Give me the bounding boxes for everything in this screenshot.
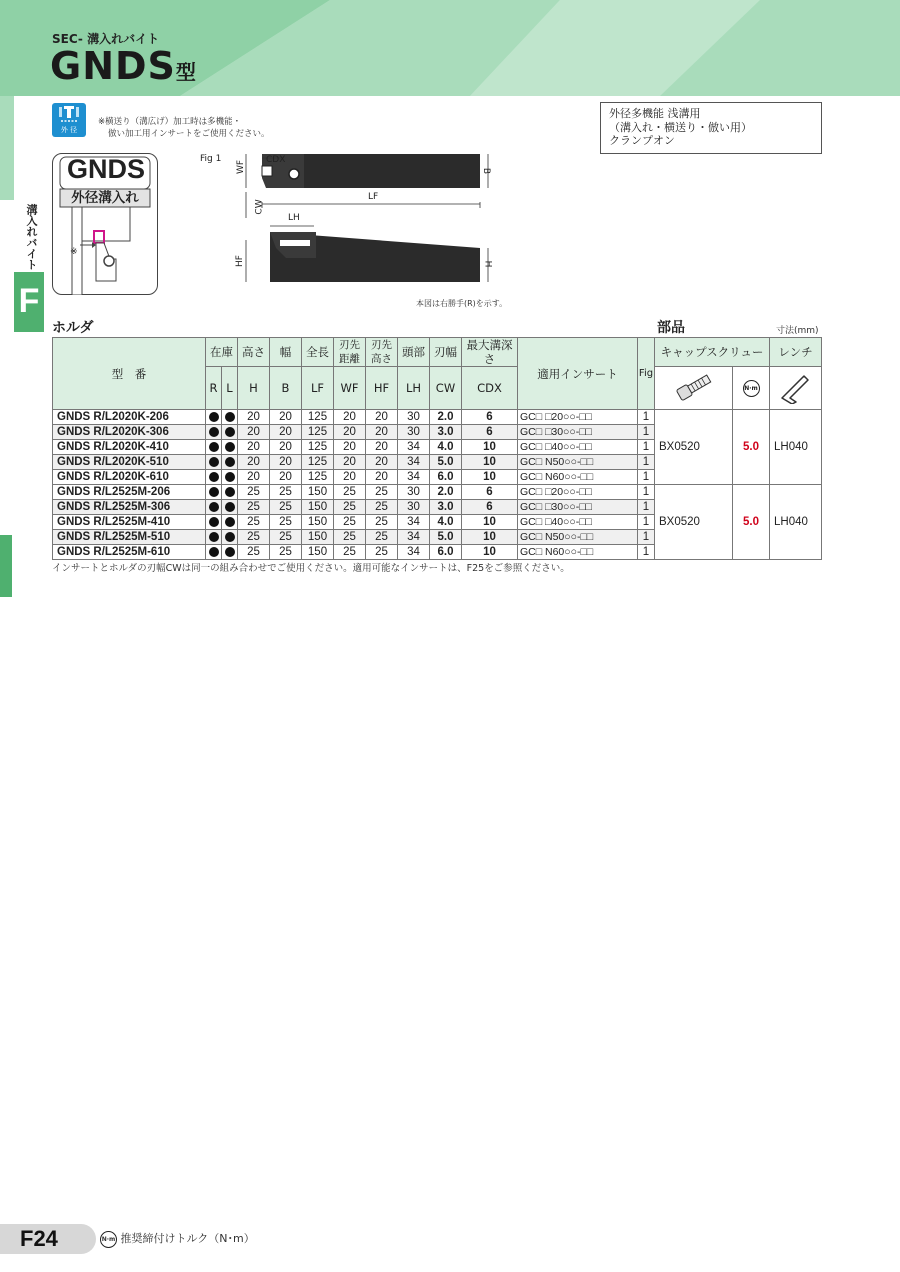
type-mark: ※ [70,247,78,257]
cell-fig: 1 [638,440,655,455]
cell-lf: 150 [302,530,334,545]
cap-screw-icon [655,367,733,410]
cell-model: GNDS R/L2020K-410 [53,440,206,455]
cell-insert: GC□ □20○○-□□ [518,485,638,500]
dim-lh: LH [288,213,300,223]
cell-h: 25 [238,515,270,530]
cell-b: 20 [270,425,302,440]
cell-cdx: 6 [462,425,518,440]
cell-cw: 4.0 [430,440,462,455]
cell-torque: 5.0 [733,485,770,560]
table-row [53,410,822,425]
header-cw: CW [430,367,462,410]
cell-lh: 30 [398,485,430,500]
dim-hf: HF [234,255,245,267]
cell-hf: 20 [366,410,398,425]
dim-cdx: CDX [266,155,286,165]
stock-dot-icon [209,457,219,467]
header-h: H [238,367,270,410]
stock-r [206,485,222,500]
cell-hf: 25 [366,545,398,560]
stock-dot-icon [209,517,219,527]
description-line: 外径多機能 浅溝用 [609,107,701,120]
cell-h: 20 [238,425,270,440]
holder-section-title: ホルダ [52,320,94,336]
stock-r [206,410,222,425]
stock-r [206,470,222,485]
cell-fig: 1 [638,455,655,470]
cell-fig: 1 [638,470,655,485]
cell-wf: 25 [334,545,366,560]
stock-l [222,545,238,560]
cell-insert: GC□ N60○○-□□ [518,545,638,560]
dim-h: H [482,260,493,268]
header-r: R [206,367,222,410]
header-cdx: CDX [462,367,518,410]
description-box [600,102,822,154]
cell-fig: 1 [638,515,655,530]
cell-insert: GC□ □20○○-□□ [518,410,638,425]
cell-cdx: 6 [462,485,518,500]
cell-wf: 25 [334,515,366,530]
cell-b: 25 [270,515,302,530]
cell-b: 20 [270,440,302,455]
stock-l [222,410,238,425]
cell-hf: 20 [366,440,398,455]
cell-b: 20 [270,410,302,425]
cell-wf: 20 [334,455,366,470]
stock-l [222,530,238,545]
stock-l [222,470,238,485]
cell-hf: 25 [366,500,398,515]
stock-dot-icon [209,472,219,482]
cell-model: GNDS R/L2020K-610 [53,470,206,485]
cell-h: 20 [238,470,270,485]
cell-lh: 34 [398,530,430,545]
cell-b: 25 [270,485,302,500]
cell-h: 25 [238,500,270,515]
torque-legend-text: 推奨締付けトルク（N･m） [120,1232,255,1245]
model-name: GNDS [50,44,176,88]
dim-b: B [481,167,492,175]
icon-label: 外 径 [60,126,78,134]
cell-cw: 6.0 [430,470,462,485]
torque-legend [100,1230,255,1248]
stock-dot-icon [225,517,235,527]
stock-l [222,515,238,530]
header-lf-jp: 全長 [302,338,334,367]
torque-icon: N·m [733,367,770,410]
stock-r [206,440,222,455]
cell-screw: BX0520 [655,485,733,560]
cell-lf: 150 [302,515,334,530]
stock-dot-icon [225,487,235,497]
stock-dot-icon [225,502,235,512]
cell-hf: 25 [366,485,398,500]
cell-lf: 125 [302,455,334,470]
cell-model: GNDS R/L2020K-510 [53,455,206,470]
cell-cw: 2.0 [430,410,462,425]
header-cdx-jp: 最大溝深さ [462,338,518,367]
stock-dot-icon [209,487,219,497]
stock-r [206,455,222,470]
side-tab-letter[interactable]: F [14,272,44,332]
cell-insert: GC□ N50○○-□□ [518,455,638,470]
header-b-jp: 幅 [270,338,302,367]
cell-lh: 34 [398,455,430,470]
header-h-jp: 高さ [238,338,270,367]
cell-lh: 30 [398,425,430,440]
cell-insert: GC□ □30○○-□□ [518,425,638,440]
cell-insert: GC□ N60○○-□□ [518,470,638,485]
cell-model: GNDS R/L2525M-510 [53,530,206,545]
header-wf: WF [334,367,366,410]
cell-h: 20 [238,410,270,425]
dim-lf: LF [368,192,379,202]
cell-fig: 1 [638,425,655,440]
table-footnote: インサートとホルダの刃幅CWは同一の組み合わせでご使用ください。適用可能なインサートは、F25をご参照ください。 [52,563,570,574]
stock-dot-icon [209,502,219,512]
cell-insert: GC□ □40○○-□□ [518,440,638,455]
model-title [50,44,197,88]
cell-b: 25 [270,530,302,545]
table-row [53,485,822,500]
description-line: （溝入れ・横送り・倣い用） [609,120,752,134]
header-hf: HF [366,367,398,410]
cell-cdx: 10 [462,530,518,545]
header-insert: 適用インサート [518,338,638,410]
cell-model: GNDS R/L2020K-306 [53,425,206,440]
cell-wrench: LH040 [770,410,822,485]
torque-badge-icon: N·m [100,1231,117,1248]
stock-dot-icon [209,412,219,422]
cell-wf: 25 [334,530,366,545]
cell-hf: 25 [366,530,398,545]
cell-lf: 150 [302,545,334,560]
header-wf-jp: 刃先距離 [334,338,366,367]
cell-lf: 125 [302,440,334,455]
header-cw-jp: 刃幅 [430,338,462,367]
figure-note: 本図は右勝手(R)を示す。 [416,299,508,308]
cell-b: 25 [270,500,302,515]
cell-lh: 34 [398,545,430,560]
stock-l [222,485,238,500]
cell-h: 20 [238,440,270,455]
cell-fig: 1 [638,485,655,500]
cell-hf: 20 [366,455,398,470]
cell-cw: 5.0 [430,530,462,545]
stock-dot-icon [225,532,235,542]
cell-cw: 4.0 [430,515,462,530]
side-accent-mark [0,535,12,597]
description-line: クランプオン [609,134,675,147]
header-wrench: レンチ [770,338,822,367]
cell-wf: 20 [334,470,366,485]
cell-b: 25 [270,545,302,560]
stock-dot-icon [225,547,235,557]
hex-wrench-icon [770,367,822,410]
dim-cw: CW [254,199,265,215]
cell-wf: 25 [334,485,366,500]
stock-l [222,455,238,470]
header-fig: Fig [638,338,655,410]
stock-dot-icon [209,532,219,542]
cell-wf: 20 [334,410,366,425]
type-subtitle: 外径溝入れ [71,190,139,206]
cell-h: 25 [238,485,270,500]
cell-lh: 34 [398,440,430,455]
cell-cdx: 10 [462,545,518,560]
cell-model: GNDS R/L2525M-610 [53,545,206,560]
cell-cw: 2.0 [430,485,462,500]
cell-insert: GC□ □30○○-□□ [518,500,638,515]
model-suffix: 型 [175,60,197,84]
note-line: 倣い加工用インサートをご使用ください。 [108,129,270,139]
cell-lf: 125 [302,470,334,485]
cell-cw: 3.0 [430,425,462,440]
cell-torque: 5.0 [733,410,770,485]
cell-wrench: LH040 [770,485,822,560]
cell-cdx: 10 [462,455,518,470]
cell-hf: 25 [366,515,398,530]
stock-dot-icon [225,412,235,422]
stock-dot-icon [225,457,235,467]
unit-label: 寸法(mm) [776,326,819,336]
cell-model: GNDS R/L2525M-410 [53,515,206,530]
cell-b: 20 [270,455,302,470]
figure-label: Fig 1 [200,154,222,164]
cell-lf: 125 [302,425,334,440]
cell-cdx: 10 [462,440,518,455]
cell-fig: 1 [638,410,655,425]
stock-dot-icon [225,472,235,482]
stock-dot-icon [209,427,219,437]
cell-lh: 34 [398,515,430,530]
cell-cdx: 6 [462,410,518,425]
cell-hf: 20 [366,470,398,485]
external-turning-icon [52,103,86,137]
header-lh: LH [398,367,430,410]
type-title: GNDS [66,154,145,184]
holder-table [52,337,822,560]
tool-glyph-icon [52,103,86,127]
cell-fig: 1 [638,545,655,560]
cell-lf: 125 [302,410,334,425]
cell-lh: 30 [398,500,430,515]
series-title: SEC- 溝入れバイト [52,32,160,46]
cell-model: GNDS R/L2020K-206 [53,410,206,425]
page-number: F24 [20,1226,58,1251]
cell-cw: 3.0 [430,500,462,515]
cell-insert: GC□ N50○○-□□ [518,530,638,545]
stock-l [222,425,238,440]
cell-wf: 20 [334,440,366,455]
header-b: B [270,367,302,410]
cell-lh: 30 [398,410,430,425]
stock-dot-icon [225,442,235,452]
stock-r [206,530,222,545]
cell-cdx: 10 [462,470,518,485]
cell-model: GNDS R/L2525M-206 [53,485,206,500]
cell-h: 20 [238,455,270,470]
cell-b: 20 [270,470,302,485]
header-stock: 在庫 [206,338,238,367]
stock-r [206,545,222,560]
side-tab-label: 溝入れバイト [25,204,38,270]
stock-dot-icon [225,427,235,437]
holder-drawing [226,148,506,298]
cell-lf: 150 [302,485,334,500]
header-screw: キャップスクリュー [655,338,770,367]
usage-note [98,116,270,140]
header-model: 型 番 [53,338,206,410]
header-lf: LF [302,367,334,410]
stock-dot-icon [209,442,219,452]
parts-section-title: 部品 [657,320,685,336]
cell-insert: GC□ □40○○-□□ [518,515,638,530]
header-lh-jp: 頭部 [398,338,430,367]
stock-dot-icon [209,547,219,557]
cell-hf: 20 [366,425,398,440]
cell-h: 25 [238,530,270,545]
stock-r [206,425,222,440]
cell-cw: 6.0 [430,545,462,560]
note-line: ※横送り（溝広げ）加工時は多機能・ [98,117,242,127]
header-l: L [222,367,238,410]
cell-model: GNDS R/L2525M-306 [53,500,206,515]
stock-r [206,515,222,530]
cell-cdx: 6 [462,500,518,515]
cell-lf: 150 [302,500,334,515]
cell-cdx: 10 [462,515,518,530]
dim-wf: WF [236,159,247,175]
cell-screw: BX0520 [655,410,733,485]
side-accent-bar [0,96,14,200]
cell-h: 25 [238,545,270,560]
stock-r [206,500,222,515]
cell-wf: 20 [334,425,366,440]
cell-cw: 5.0 [430,455,462,470]
cell-lh: 34 [398,470,430,485]
cell-wf: 25 [334,500,366,515]
stock-l [222,440,238,455]
header-hf-jp: 刃先高さ [366,338,398,367]
cell-fig: 1 [638,530,655,545]
stock-l [222,500,238,515]
cell-fig: 1 [638,500,655,515]
